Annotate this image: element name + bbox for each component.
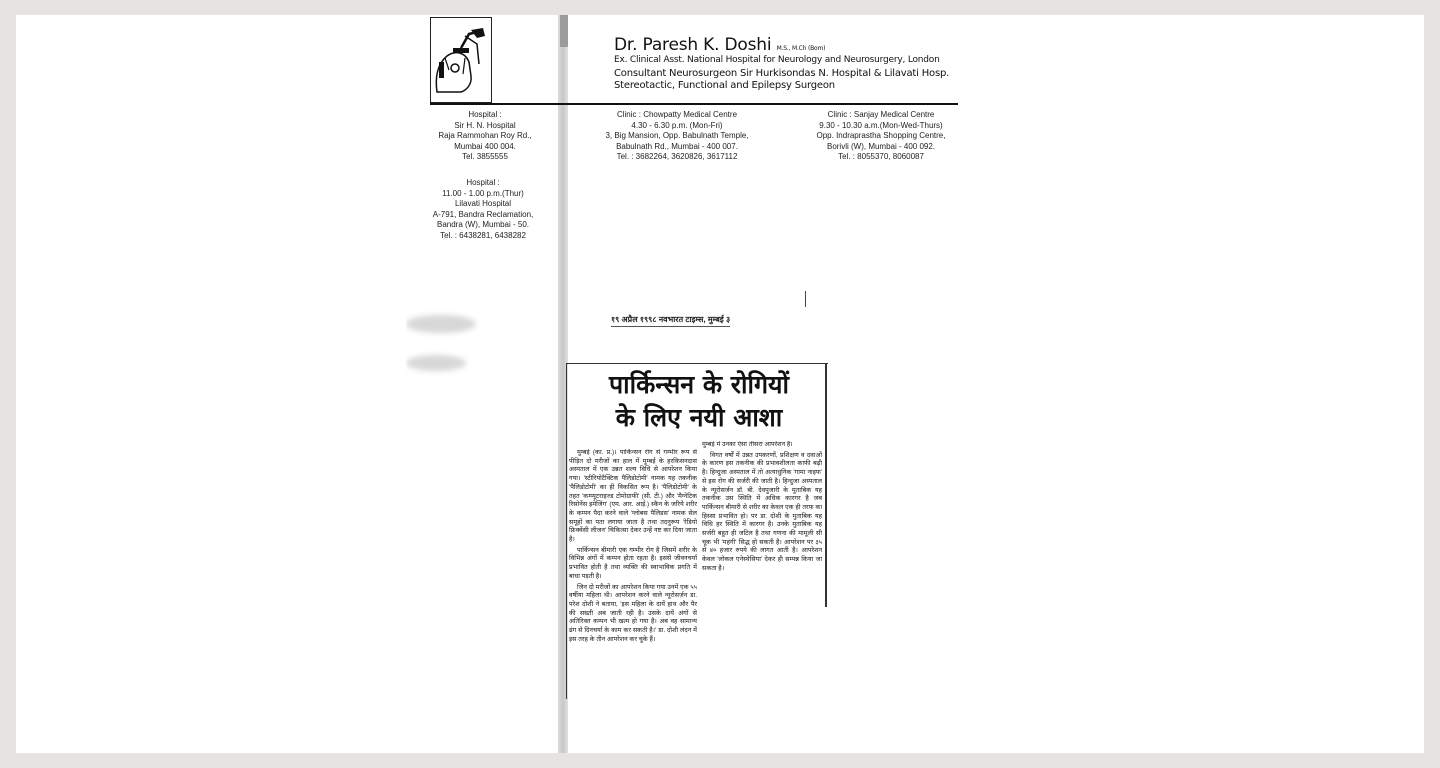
- article-column-right: [702, 441, 822, 607]
- doctor-name: Dr. Paresh K. Doshi M.S., M.Ch (Bom): [614, 35, 826, 55]
- clipping-headline: [574, 368, 824, 434]
- clip-border-top: [566, 363, 828, 364]
- article-paragraph: मुम्बई में उनका ऐसा तीसरा आपरेशन है।: [702, 441, 793, 448]
- address-clinic-sanjay: Clinic : Sanjay Medical Centre 9.30 - 10.30 a.m.(Mon-Wed-Thurs) Opp. Indraprastha Shopping Centre, Borivli (W), Mumbai - 400 092. Tel. : 8055370, 8060087: [816, 110, 946, 161]
- scan-smudge: [406, 355, 466, 371]
- scan-mark: [805, 291, 806, 307]
- headline-line-1: पार्किन्सन के रोगियों: [608, 370, 789, 399]
- clip-border-right: [825, 363, 827, 607]
- address-hospital-hn: Hospital : Sir H. N. Hospital Raja Rammohan Roy Rd., Mumbai 400 004. Tel. 3855555: [438, 110, 532, 161]
- article-paragraph: मुम्बई (का. प्र.)। पार्किन्सन रोग से गम्भीर रूप से पीड़ित दो मरीजों का हाल में मुम्बई के हरकिसनदास अस्पताल में एक उन्नत शल्य विधि से आपरेशन किया गया। 'स्टीरियोटैक्टिक पैलिडोटोमी' नामक यह तकनीक 'पैलिडोटोमी' का ही विकसित रूप है। 'पैलिडोटोमी' के तहत 'कम्प्यूटराइज्ड टोमोग्राफी' (सी. टी.) और 'मैग्नेटिक रिसोनेंस इमेजिंग' (एम. आर. आई.) स्कैन के जरिये शरीर के कम्पन पैदा करने वाले 'ग्लोबस पैलिडस' नामक सेल समूहों का पता लगाया जाता है तथा तदनुरूप 'रेडियो फ्रिक्वेंसी लीजन' चिकित्सा देकर उन्हें नष्ट कर दिया जाता है।: [569, 449, 697, 544]
- stereotactic-frame-logo: [431, 18, 491, 102]
- article-paragraph: जिन दो मरीजों का आपरेशन किया गया उनमें एक ५५ वर्षीया महिला थी। आपरेशन करने वाले न्यूरोसर्जन डा. परेश दोशी ने बताया, 'इस महिला के दायें हाथ और पैर की सख्ती अब जाती रही है। उसके दायें अंगों से अतिरिक्त कम्पन भी खत्म हो गया है। अब वह सामान्य ढंग से दिनचर्या के काम कर सकती है।' डा. दोशी लंदन में इस तरह के तीन आपरेशन कर चुके हैं।: [569, 583, 697, 643]
- letterhead-line-1: Ex. Clinical Asst. National Hospital for Neurology and Neurosurgery, London: [614, 55, 940, 65]
- document-viewer: [16, 15, 1424, 753]
- scan-smudge: [406, 315, 476, 333]
- newspaper-clipping: [566, 363, 829, 699]
- address-clinic-chowpatty: Clinic : Chowpatty Medical Centre 4.30 - 6.30 p.m. (Mon-Fri) 3, Big Mansion, Opp. Babulnath Temple, Babulnath Rd., Mumbai - 400 007. Tel. : 3682264, 3620826, 3617112: [605, 110, 749, 161]
- letterhead: [614, 35, 959, 91]
- letterhead-line-3: Stereotactic, Functional and Epilepsy Surgeon: [614, 80, 835, 91]
- clip-border-left: [566, 363, 567, 699]
- scanned-page: [406, 15, 961, 753]
- letterhead-line-2: Consultant Neurosurgeon Sir Hurkisondas N. Hospital & Lilavati Hosp.: [614, 68, 950, 79]
- qualifications: M.S., M.Ch (Bom): [776, 45, 826, 52]
- article-column-left: [569, 449, 697, 699]
- clipping-dateline: १९ अप्रैल १९९८ नवभारत टाइम्स, मुम्बई ३: [611, 314, 730, 327]
- headline-line-2: के लिए नयी आशा: [615, 403, 783, 432]
- clinic-logo: [430, 17, 492, 103]
- letterhead-rule: [430, 103, 958, 105]
- article-paragraph: पार्किन्सन बीमारी एक गम्भीर रोग है जिसमें शरीर के विभिन्न अंगों में कम्पन होता रहता है। इससे जीवनचर्या प्रभावित होती है तथा व्यक्ति की स्वाभाविक प्रगति में बाधा पड़ती है।: [569, 546, 697, 580]
- address-hospital-lilavati: Hospital : 11.00 - 1.00 p.m.(Thur) Lilavati Hospital A-791, Bandra Reclamation, Bandra (W), Mumbai - 50. Tel. : 6438281, 6438282: [432, 178, 534, 240]
- article-paragraph: विगत वर्षों में उन्नत उपकरणों, प्रशिक्षण व दवाओं के कारण इस तकनीक की प्रभावशीलता काफी बढ़ी है। हिन्दुजा अस्पताल में तो अत्याधुनिक 'गामा नाइफ' से इस रोग की सर्जरी की जाती है। हिन्दुजा अस्पताल के न्यूरोसर्जन डॉ. बी. देवपुजारी के मुताबिक यह तकनीक उस स्थिति में अधिक कारगर है जब पार्किन्सन बीमारी से शरीर का केवल एक ही तरफ का हिस्सा प्रभावित हो। पर डा. दोशी के मुताबिक यह विधि हर स्थिति में कारगर है। उनके मुताबिक यह सर्जरी बहुत ही जटिल है तथा गणना की मामूली सी चूक भी 'महंगी' सिद्ध हो सकती है। आपरेशन पर ३५ से ४० हजार रुपये की लागत आती है। आपरेशन केवल 'लोकल एनेस्थेसिया' देकर ही सम्पन्न किया जा सकता है।: [702, 451, 822, 572]
- fold-shadow: [560, 15, 568, 47]
